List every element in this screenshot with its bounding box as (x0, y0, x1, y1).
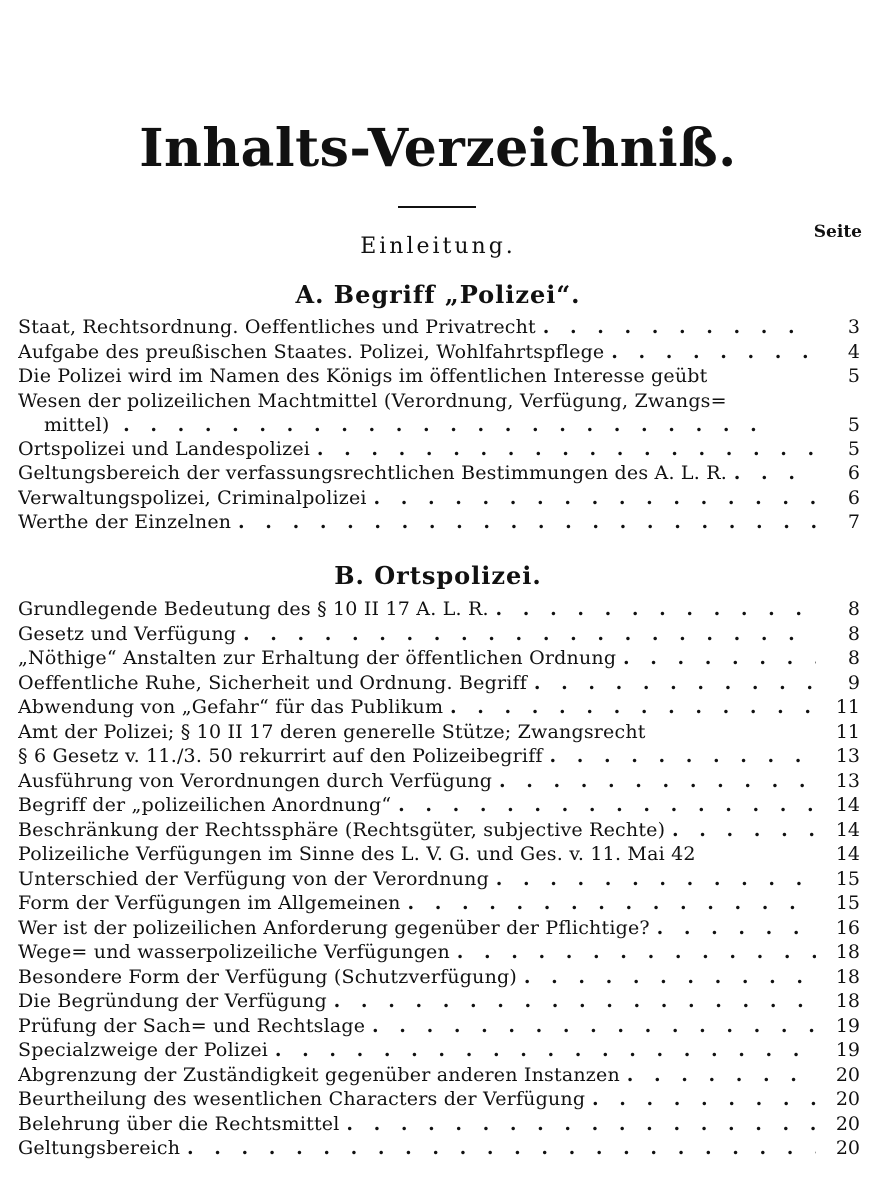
toc-entry (0, 695, 876, 720)
toc-entry-page: 19 (835, 1014, 860, 1037)
toc-entry (0, 793, 876, 818)
section-a-list (0, 315, 876, 535)
toc-entry-page: 5 (847, 413, 860, 436)
section-b-heading: B. Ortspolizei. (334, 561, 542, 590)
toc-entry-text: Ausführung von Verordnungen durch Verfügung . . (18, 769, 816, 793)
toc-entry-text: Belehrung über die Rechtsmittel . . (18, 1112, 816, 1136)
toc-entry-text: Prüfung der Sach= und Rechtslage . . (18, 1014, 816, 1038)
title-divider (398, 206, 476, 208)
page-title: Inhalts-Verzeichniß. (139, 118, 737, 179)
toc-entry-page: 8 (847, 598, 860, 620)
toc-entry-text: Ortspolizei und Landespolizei . . (18, 437, 816, 461)
toc-entry-page: 18 (835, 965, 860, 988)
toc-entry (0, 364, 876, 389)
toc-entry (0, 891, 876, 916)
toc-entry (0, 867, 876, 892)
toc-entry-text: Verwaltungspolizei, Criminalpolizei . . (18, 486, 816, 510)
section-a-heading: A. Begriff „Polizei“. (295, 280, 581, 309)
toc-entry-text: „Nöthige“ Anstalten zur Erhaltung der öffentlichen Ordnung . . (18, 646, 816, 670)
toc-entry-text: Abgrenzung der Zuständigkeit gegenüber anderen Instanzen . . (18, 1063, 816, 1087)
toc-entry (0, 315, 876, 340)
toc-entry-text: Beschränkung der Rechtssphäre (Rechtsgüter, subjective Rechte) . . (18, 818, 816, 842)
toc-entry (0, 940, 876, 965)
toc-entry (0, 720, 876, 745)
toc-entry-text: Abwendung von „Gefahr“ für das Publikum . . (18, 695, 816, 719)
toc-entry (0, 1063, 876, 1088)
toc-entry-page: 14 (835, 843, 860, 865)
toc-entry (0, 486, 876, 511)
toc-entry-text: Wer ist der polizeilichen Anforderung gegenüber der Pflichtige? . . (18, 916, 816, 940)
toc-entry-text (18, 389, 816, 437)
toc-entry-page: 14 (835, 818, 860, 841)
toc-entry-text: Werthe der Einzelnen . . (18, 510, 816, 534)
toc-entry (0, 769, 876, 794)
toc-entry (0, 842, 876, 867)
toc-entry-page: 20 (835, 1088, 860, 1110)
toc-entry-page: 8 (847, 622, 860, 645)
toc-entry (0, 744, 876, 769)
toc-entry-text: Specialzweige der Polizei . . (18, 1038, 816, 1062)
toc-entry-text: Oeffentliche Ruhe, Sicherheit und Ordnung. Begriff . . (18, 671, 816, 695)
toc-entry-page: 6 (847, 462, 860, 484)
toc-entry-page: 13 (835, 769, 860, 792)
toc-entry-text: Aufgabe des preußischen Staates. Polizei, Wohlfahrtspflege . . (18, 340, 816, 364)
toc-entry-text: Amt der Polizei; § 10 II 17 deren generelle Stütze; Zwangsrecht (18, 720, 646, 743)
toc-entry (0, 622, 876, 647)
toc-entry-text: Beurtheilung des wesentlichen Characters der Verfügung . . (18, 1087, 816, 1111)
toc-entry-page: 11 (835, 720, 860, 743)
toc-entry (0, 461, 876, 486)
toc-entry-page: 9 (847, 671, 860, 694)
toc-entry-page: 4 (847, 340, 860, 363)
toc-entry (0, 1014, 876, 1039)
toc-entry-page: 20 (835, 1112, 860, 1135)
toc-entry (0, 340, 876, 365)
toc-entry-page: 15 (835, 892, 860, 914)
toc-entry (0, 510, 876, 535)
toc-entry-page: 5 (847, 365, 860, 387)
toc-entry (0, 916, 876, 941)
toc-entry (0, 597, 876, 622)
toc-entry-text-line2: mittel) . . (18, 413, 816, 437)
toc-entry-page: 19 (835, 1039, 860, 1061)
toc-entry-text: Besondere Form der Verfügung (Schutzverfügung) . . (18, 965, 816, 989)
toc-entry-page: 14 (835, 794, 860, 816)
toc-entry-page: 11 (835, 696, 860, 718)
toc-entry (0, 671, 876, 696)
toc-entry (0, 1038, 876, 1063)
toc-entry (0, 989, 876, 1014)
toc-entry (0, 1112, 876, 1137)
section-b-list (0, 597, 876, 1161)
toc-entry-text: Form der Verfügungen im Allgemeinen . . (18, 891, 816, 915)
toc-entry-text: Geltungsbereich . . (18, 1136, 816, 1160)
toc-entry-text: Die Begründung der Verfügung . . (18, 989, 816, 1013)
toc-entry (0, 818, 876, 843)
toc-entry (0, 1087, 876, 1112)
toc-entry-text: Staat, Rechtsordnung. Oeffentliches und Privatrecht . . (18, 315, 816, 339)
toc-entry-page: 7 (847, 511, 860, 533)
toc-entry-text: Polizeiliche Verfügungen im Sinne des L. V. G. und Ges. v. 11. Mai 42 (18, 843, 696, 865)
toc-entry-page: 5 (847, 437, 860, 460)
toc-entry-text: Grundlegende Bedeutung des § 10 II 17 A. L. R. . . (18, 597, 816, 621)
toc-entry-text: Begriff der „polizeilichen Anordnung“ . . (18, 793, 816, 817)
toc-entry-text-line1: Wesen der polizeilichen Machtmittel (Verordnung, Verfügung, Zwangs= (18, 389, 727, 412)
toc-entry-text: Unterschied der Verfügung von der Verordnung . . (18, 867, 816, 891)
toc-entry (0, 965, 876, 990)
toc-entry-page: 18 (835, 990, 860, 1012)
toc-entry-text: Die Polizei wird im Namen des Königs im öffentlichen Interesse geübt (18, 365, 708, 387)
toc-entry-page: 15 (835, 867, 860, 890)
toc-entry-page: 18 (835, 941, 860, 963)
introduction-heading: Einleitung. (360, 234, 516, 259)
toc-entry-page: 20 (835, 1137, 860, 1159)
toc-entry (0, 437, 876, 462)
toc-entry (0, 1136, 876, 1161)
toc-entry-text: Geltungsbereich der verfassungsrechtlichen Bestimmungen des A. L. R. . . (18, 461, 816, 485)
toc-entry-page: 20 (835, 1063, 860, 1086)
page-column-label: Seite (813, 222, 862, 242)
toc-entry (0, 646, 876, 671)
toc-entry-page: 3 (847, 316, 860, 338)
toc-entry-page: 13 (835, 745, 860, 767)
toc-entry-text: Wege= und wasserpolizeiliche Verfügungen . . (18, 940, 816, 964)
toc-entry (0, 389, 876, 437)
toc-entry-page: 8 (847, 647, 860, 669)
toc-entry-text: § 6 Gesetz v. 11./3. 50 rekurrirt auf den Polizeibegriff . . (18, 744, 816, 768)
toc-entry-text: Gesetz und Verfügung . . (18, 622, 816, 646)
toc-entry-page: 16 (835, 916, 860, 939)
toc-entry-page: 6 (847, 486, 860, 509)
